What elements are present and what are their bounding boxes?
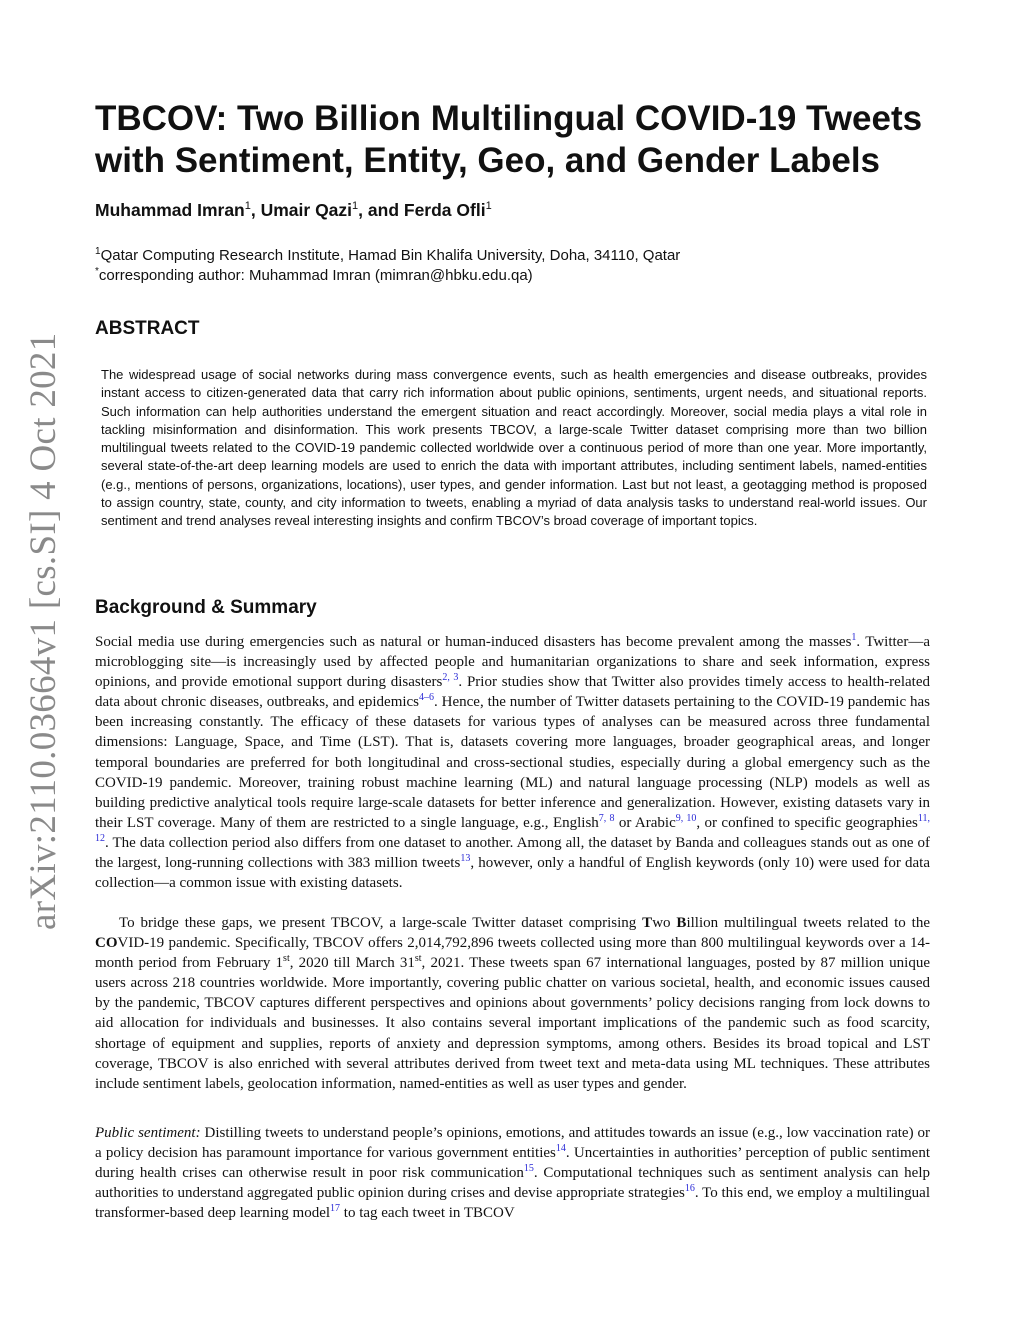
paragraph-text: . Uncertainties in authorities’ perception of public sentiment during health crises can otherwise result in poor risk communication xyxy=(95,1145,930,1182)
ordinal-suffix: st xyxy=(414,953,422,965)
paragraph-text: illion multilingual tweets related to the xyxy=(686,915,930,931)
author-name: Umair Qazi xyxy=(260,200,353,220)
citation-link[interactable]: 9, 10 xyxy=(675,812,697,824)
citation-link[interactable]: 17 xyxy=(330,1203,341,1215)
citation-link[interactable]: 4–6 xyxy=(419,692,435,704)
paragraph-text: wo xyxy=(652,915,677,931)
paragraph-text: . Prior studies show that Twitter also provides timely access to health-related data about chronic diseases, outbreaks, and epidemics xyxy=(95,674,930,711)
paragraph-text: or Arabic xyxy=(614,814,676,831)
paragraph-text: . The data collection period also differs from one dataset to another. Among all, the dataset by Banda and colleagues stands out as one of the largest, long-running collections with 383 million tweets xyxy=(95,834,930,872)
ordinal-suffix: st xyxy=(283,953,290,965)
emphasis-letter: T xyxy=(642,915,653,931)
paragraph-lead: Public sentiment: xyxy=(95,1125,201,1141)
paragraph-text: Social media use during emergencies such as natural or human-induced disasters has become prevalent among the masses xyxy=(95,634,852,650)
paragraph-text: . Hence, the number of Twitter datasets pertaining to the COVID-19 pandemic has been increasing constantly. The efficacy of these datasets for various types of analyses can be measured across three fundamental dimensions: Language, Space, and Time (LST). That is, datasets covering more languages, broader geographical areas, and longer temporal boundaries are preferred for both longitudinal and cross-sectional studies, especially during a global emergency such as the COVID-19 pandemic. Moreover, training robust machine learning (ML) and natural language processing (NLP) models as well as building predictive analytical tools require large-scale datasets for better inference and generalization. However, existing datasets vary in their LST coverage. Many of them are restricted to a single language, e.g., English xyxy=(95,694,930,831)
citation-link[interactable]: 2, 3 xyxy=(442,672,459,684)
paragraph-text: , 2021. These tweets span 67 international languages, posted by 87 million unique users across 218 countries worldwide. More importantly, covering public chatter on various societal, health, and economic issues caused by the pandemic, TBCOV captures different perspectives and opinions about governments’ policy decisions ranging from lock downs to aid allocation for individuals and businesses. It also contains several important implications of the pandemic such as food scarcity, shortage of equipment and supplies, reports of anxiety and depression symptoms, among others. Besides its broad topical and LST coverage, TBCOV is also enriched with several attributes derived from tweet text and meta-data using ML techniques. These attributes include sentiment labels, geolocation information, named-entities as well as user types and gender. xyxy=(95,955,930,1092)
affiliation-marker: 1 xyxy=(485,200,492,213)
author-list xyxy=(95,200,492,221)
citation-link[interactable]: 7, 8 xyxy=(598,812,615,824)
citation-link[interactable]: 13 xyxy=(460,853,471,865)
body-paragraph xyxy=(95,632,930,893)
citation-link[interactable]: 11, 12 xyxy=(95,812,931,844)
author-separator: , xyxy=(250,200,261,220)
section-heading-background: Background & Summary xyxy=(95,597,317,618)
paragraph-text: . Twitter—a microblogging site—is increasingly used by affected people and humanitarian organizations to share and seek information, express opinions, and provide emotional support during disasters xyxy=(95,634,930,691)
citation-link[interactable]: 16 xyxy=(684,1183,695,1195)
body-paragraph xyxy=(95,1123,930,1223)
citation-link[interactable]: 14 xyxy=(555,1143,566,1155)
paragraph-text: , or confined to specific geographies xyxy=(696,814,918,831)
body-paragraph xyxy=(95,913,930,1094)
citation-link[interactable]: 1 xyxy=(851,632,857,643)
abstract-heading: ABSTRACT xyxy=(95,318,200,339)
paragraph-text: , however, only a handful of English keywords (only 10) were used for data collection—a common issue with existing datasets. xyxy=(95,855,930,892)
paper-title: TBCOV: Two Billion Multilingual COVID-19 Tweets with Sentiment, Entity, Geo, and Gender Labels xyxy=(95,99,923,180)
corresponding-author-text: corresponding author: Muhammad Imran (mimran@hbku.edu.qa) xyxy=(98,267,533,284)
arxiv-identifier: arXiv:2110.03664v1 [cs.SI] 4 Oct 2021 xyxy=(23,332,64,930)
emphasis-letter: CO xyxy=(95,935,118,952)
affiliation-marker: 1 xyxy=(352,200,359,213)
paragraph-text: Distilling tweets to understand people’s opinions, emotions, and attitudes towards an issue (e.g., low vaccination rate) or a policy decision has paramount importance for various government entities xyxy=(95,1125,930,1162)
paragraph-text: VID-19 pandemic. Specifically, TBCOV offers 2,014,792,896 tweets collected using more than 800 multilingual keywords over a 14-month period from February 1 xyxy=(95,935,930,972)
affiliation-marker: 1 xyxy=(244,200,251,213)
affiliation-line xyxy=(95,246,680,266)
emphasis-letter: B xyxy=(676,915,687,931)
corresponding-marker: * xyxy=(95,266,99,277)
author-separator: , and xyxy=(358,200,404,220)
paragraph-text: , 2020 till March 31 xyxy=(289,955,415,972)
citation-link[interactable]: 15 xyxy=(523,1163,534,1175)
affiliations xyxy=(95,246,680,286)
paragraph-text: . Computational techniques such as sentiment analysis can help authorities to understand aggregated public opinion during crises and devise appropriate strategies xyxy=(95,1165,930,1202)
author-name: Ferda Ofli xyxy=(403,200,486,220)
paragraph-text: . To this end, we employ a multilingual transformer-based deep learning model xyxy=(95,1185,930,1222)
affiliation-text: Qatar Computing Research Institute, Hamad Bin Khalifa University, Doha, 34110, Qatar xyxy=(100,247,681,264)
abstract-text: The widespread usage of social networks during mass convergence events, such as health emergencies and disease outbreaks, provides instant access to citizen-generated data that carry rich information about public opinions, sentiments, urgent needs, and situational reports. Such information can help authorities understand the emergent situation and react accordingly. Moreover, social media plays a vital role in tackling misinformation and disinformation. This work presents TBCOV, a large-scale Twitter dataset comprising more than two billion multilingual tweets related to the COVID-19 pandemic collected worldwide over a continuous period of more than one year. More importantly, several state-of-the-art deep learning models are used to enrich the data with important attributes, including sentiment labels, named-entities (e.g., mentions of persons, organizations, locations), user types, and gender information. Last but not least, a geotagging method is proposed to assign country, state, county, and city information to tweets, enabling a myriad of data analysis tasks to understand real-world issues. Our sentiment and trend analyses reveal interesting insights and confirm TBCOV’s broad coverage of important topics. xyxy=(101,367,927,529)
paragraph-text: to tag each tweet in TBCOV xyxy=(340,1205,515,1222)
author-name: Muhammad Imran xyxy=(95,200,245,220)
corresponding-author-line xyxy=(95,266,680,286)
paragraph-text: To bridge these gaps, we present TBCOV, a large-scale Twitter dataset comprising xyxy=(119,915,643,931)
affiliation-marker: 1 xyxy=(95,246,101,257)
